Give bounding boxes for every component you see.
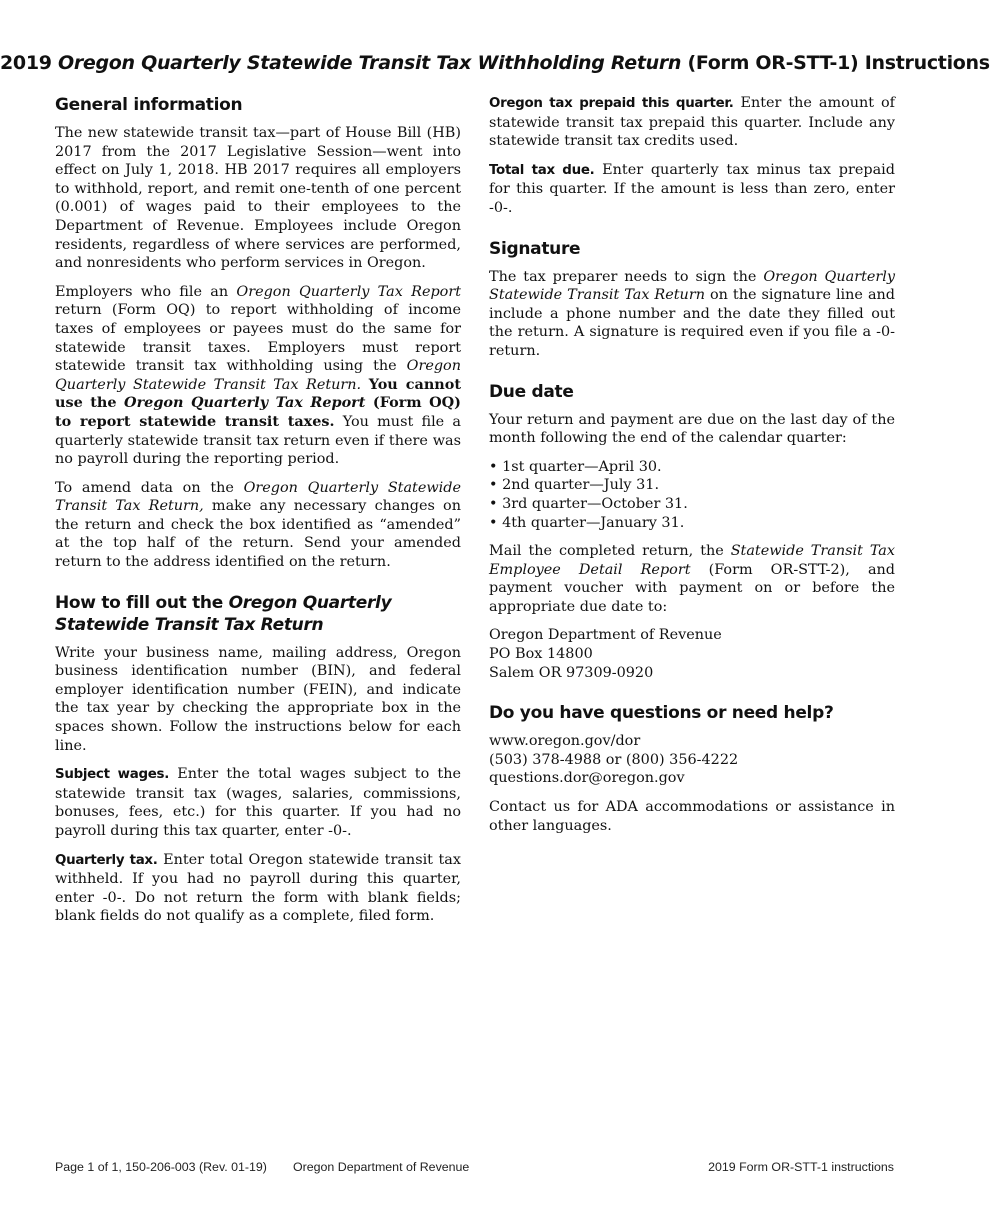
phone-numbers: (503) 378-4988 or (800) 356-4222	[489, 751, 739, 768]
email-link[interactable]: questions.dor@oregon.gov	[489, 770, 685, 787]
address-line: PO Box 14800	[489, 646, 593, 663]
text-run: You must file a quarterly statewide transit tax return even if there was no payroll during the reporting period.	[55, 413, 461, 468]
website-link[interactable]: www.oregon.gov/dor	[489, 733, 641, 750]
text-run: on the signature line and include a phone number and the date they filled out the return. A signature is required even if you file a -0- return.	[489, 287, 895, 359]
text-run: make any necessary changes on the return and check the box identified as “amended” at the top half of the return. Send your amended return to the address identified on the return.	[55, 498, 461, 571]
help-heading: Do you have questions or need help?	[489, 703, 834, 724]
list-item: • 4th quarter—January 31.	[489, 514, 895, 533]
mailing-address	[489, 626, 895, 682]
how-to-fill-heading	[55, 592, 461, 636]
general-paragraph-1: The new statewide transit tax—part of House Bill (HB) 2017 from the 2017 Legislative Session—went into effect on July 1, 2018. HB 2017 requires all employers to withhold, report, and remit one-tenth of one percent (0.001) of wages paid to their employees to the Department of Revenue. Employees include Oregon residents, regardless of where services are performed, and nonresidents who perform services in Oregon.	[55, 125, 461, 272]
quarterly-tax-item	[55, 851, 461, 926]
title-suffix: (Form OR-STT-1) Instructions	[681, 52, 990, 74]
text-run-italic: Oregon Quarterly Statewide Transit Tax Return,	[55, 479, 461, 515]
text-run-italic: Statewide Transit Tax Employee Detail Report	[489, 543, 896, 578]
text-run-bold-italic: Oregon Quarterly Tax Report	[124, 394, 366, 412]
page-title	[0, 52, 990, 74]
text-run-italic: Oregon Quarterly Statewide Transit Tax Return	[489, 268, 895, 304]
title-form-name: Oregon Quarterly Statewide Transit Tax Withholding Return	[58, 52, 682, 74]
signature-heading: Signature	[489, 238, 581, 259]
due-date-heading: Due date	[489, 381, 574, 402]
total-tax-due-item	[489, 161, 895, 218]
due-date-paragraph: Your return and payment are due on the last day of the month following the end of the calendar quarter:	[489, 411, 895, 447]
text-run: (Form OR-STT-2), and payment voucher with payment on or before the appropriate due date to:	[489, 561, 896, 615]
prepaid-item	[489, 94, 895, 151]
footer-page-info: Page 1 of 1, 150-206-003 (Rev. 01-19)	[55, 1160, 267, 1174]
list-item: • 1st quarter—April 30.	[489, 458, 895, 477]
heading-run-italic: Oregon Quarterly Statewide Transit Tax Return	[55, 592, 392, 635]
subject-wages-label: Subject wages.	[55, 767, 169, 783]
quarterly-tax-text: Enter total Oregon statewide transit tax withheld. If you had no payroll during this quarter, enter -0-. Do not return the form with blank fields; blank fields do not qualify as a complete, filed form.	[55, 851, 461, 925]
footer-department: Oregon Department of Revenue	[293, 1160, 470, 1174]
text-run: Mail the completed return, the	[489, 543, 731, 560]
text-run: The tax preparer needs to sign the	[489, 268, 764, 285]
heading-run: How to fill out the	[55, 592, 229, 613]
text-run-bold: You cannot use the	[55, 375, 461, 412]
subject-wages-item	[55, 765, 461, 840]
quarter-list	[489, 458, 895, 532]
prepaid-text: Enter the amount of statewide transit tax prepaid this quarter. Include any statewide transit tax credits used.	[489, 95, 896, 150]
footer-form-name: 2019 Form OR-STT-1 instructions	[708, 1160, 894, 1174]
text-run-italic: Oregon Quarterly Statewide Transit Tax Return.	[55, 358, 461, 393]
text-run-italic: Oregon Quarterly Tax Report	[236, 283, 462, 300]
text-run: return (Form OQ) to report withholding of income taxes of employees or payees must do the same for statewide transit taxes. Employers must report statewide transit tax withholding using the	[55, 302, 461, 375]
list-item: • 2nd quarter—July 31.	[489, 476, 895, 495]
title-prefix: 2019	[0, 52, 58, 74]
total-tax-due-label: Total tax due.	[489, 162, 595, 178]
mail-paragraph	[489, 542, 895, 616]
prepaid-label: Oregon tax prepaid this quarter.	[489, 96, 734, 111]
subject-wages-text: Enter the total wages subject to the statewide transit tax (wages, salaries, commissions, bonuses, fees, etc.) for this quarter. If you had no payroll during this tax quarter, enter -0-.	[55, 766, 461, 839]
how-to-paragraph: Write your business name, mailing address, Oregon business identification number (BIN), and federal employer identification number (FEIN), and indicate the tax year by checking the appropriate box in the spaces shown. Follow the instructions below for each line.	[55, 644, 461, 754]
general-paragraph-3	[55, 479, 461, 572]
list-item: • 3rd quarter—October 31.	[489, 495, 895, 514]
text-run-bold: (Form OQ) to report statewide transit taxes.	[55, 394, 461, 430]
contact-info	[489, 732, 895, 788]
address-line: Oregon Department of Revenue	[489, 627, 722, 644]
general-information-heading: General information	[55, 95, 243, 115]
right-column	[489, 94, 895, 845]
text-run: Employers who file an	[55, 283, 237, 300]
quarterly-tax-label: Quarterly tax.	[55, 852, 158, 868]
address-line: Salem OR 97309-0920	[489, 664, 654, 681]
left-column	[55, 94, 461, 936]
text-run: To amend data on the	[55, 479, 244, 496]
signature-paragraph	[489, 268, 895, 361]
total-tax-due-text: Enter quarterly tax minus tax prepaid for this quarter. If the amount is less than zero, enter -0-.	[489, 161, 895, 216]
general-paragraph-2	[55, 283, 461, 469]
ada-paragraph: Contact us for ADA accommodations or assistance in other languages.	[489, 799, 895, 834]
